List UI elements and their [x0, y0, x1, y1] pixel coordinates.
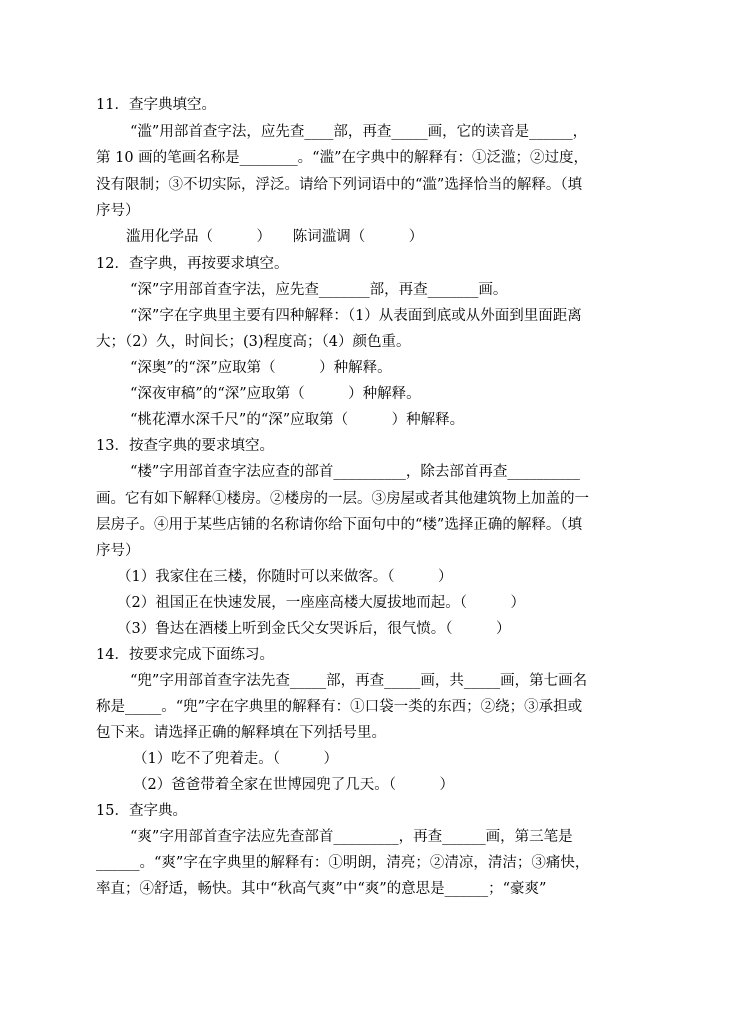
q14-item-1: （1）吃不了兜着走。（ ） [133, 751, 338, 767]
q11-title: 11．查字典填空。 [96, 97, 216, 113]
q13-item-2: （2）祖国正在快速发展，一座座高楼大厦拔地而起。（ ） [117, 595, 525, 611]
q12-title: 12．查字典，再按要求填空。 [96, 256, 289, 272]
q15-title: 15．查字典。 [96, 803, 187, 819]
q13-line-3: 层房子。④用于某些店铺的名称请你给下面句中的“楼”选择正确的解释。（填 [96, 517, 583, 533]
q14-item-2: （2）爸爸带着全家在世博园兜了几天。（ ） [133, 777, 454, 793]
q13-item-3: （3）鲁达在酒楼上听到金氏父女哭诉后，很气愤。（ ） [117, 621, 511, 637]
q11-line-1: “滥”用部首查字法，应先查____部，再查_____画，它的读音是______， [130, 124, 588, 140]
q11-line-3: 没有限制；③不切实际，浮泛。请给下列词语中的“滥”选择恰当的解释。（填 [96, 177, 583, 193]
q14-line-2: 称是_____。“兜”字在字典里的解释有：①口袋一类的东西；②绕；③承担或 [96, 699, 583, 715]
q11-line-4: 序号） [96, 203, 140, 219]
q12-line-1: “深”字用部首查字法，应先查_______部，再查_______画。 [130, 282, 508, 298]
q15-line-1: “爽”字用部首查字法应先查部首_________，再查______画，第三笔是 [130, 829, 573, 845]
q14-line-1: “兜”字用部首查字法先查_____部，再查_____画，共_____画，第七画名 [130, 673, 588, 689]
q11-options: 滥用化学品（ ） 陈词滥调（ ） [126, 229, 424, 245]
q12-item-2: “深夜审稿”的“深”应取第（ ）种解释。 [130, 386, 421, 402]
q13-line-4: 序号） [96, 543, 140, 559]
q11-line-2: 第 10 画的笔画名称是________。“滥”在字典中的解释有：①泛滥；②过度， [96, 150, 588, 166]
q12-item-3: “桃花潭水深千尺”的“深”应取第（ ）种解释。 [130, 412, 465, 428]
q13-title: 13．按查字典的要求填空。 [96, 438, 274, 454]
q15-line-3: 率直；④舒适，畅快。其中“秋高气爽”中“爽”的意思是______；“豪爽” [96, 881, 547, 897]
q13-line-2: 画。它有如下解释①楼房。②楼房的一层。③房屋或者其他建筑物上加盖的一 [96, 491, 589, 507]
q13-item-1: （1）我家住在三楼，你随时可以来做客。（ ） [117, 569, 453, 585]
q12-line-2: “深”字在字典里主要有四种解释：（1）从表面到底或从外面到里面距离 [130, 308, 582, 324]
q13-line-1: “楼”字用部首查字法应查的部首__________，除去部首再查__________ [130, 464, 580, 480]
q15-line-2: ______。“爽”字在字典里的解释有：①明朗，清亮；②清凉，清洁；③痛快， [96, 855, 590, 871]
q14-title: 14．按要求完成下面练习。 [96, 647, 274, 663]
q12-item-1: “深奥”的“深”应取第（ ）种解释。 [130, 360, 392, 376]
q12-line-3: 大；（2）久，时间长；(3)程度高；（4）颜色重。 [96, 334, 411, 350]
q14-line-3: 包下来。请选择正确的解释填在下列括号里。 [96, 725, 386, 741]
